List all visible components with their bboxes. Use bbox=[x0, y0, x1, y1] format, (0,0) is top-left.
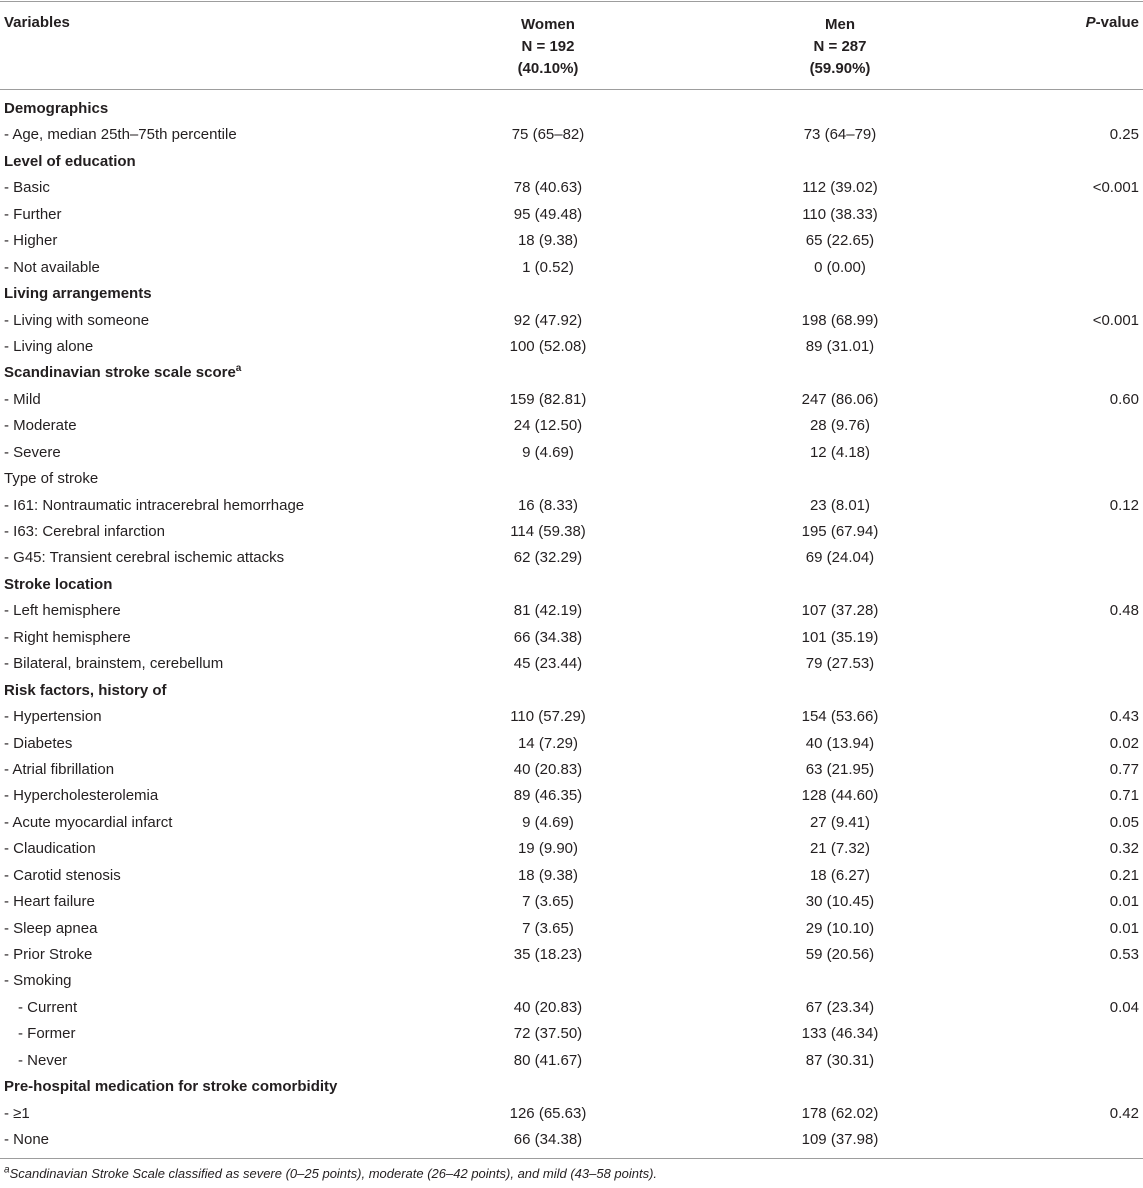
row-label bbox=[18, 995, 77, 1021]
men-value: 23 (8.01) bbox=[809, 496, 871, 514]
row-label-text: Risk factors, history of bbox=[4, 681, 167, 699]
header-women-label: Women bbox=[521, 16, 575, 33]
table-row bbox=[0, 228, 1143, 254]
men-value: 110 (38.33) bbox=[802, 205, 878, 223]
women-value: 1 (0.52) bbox=[522, 258, 574, 276]
table-row bbox=[0, 1101, 1143, 1127]
p-value: 0.25 bbox=[1109, 126, 1139, 144]
women-value: 114 (59.38) bbox=[510, 523, 586, 540]
section-heading-row bbox=[0, 149, 1143, 175]
table-row bbox=[0, 704, 1143, 730]
p-value: 0.42 bbox=[1109, 1104, 1139, 1122]
women-value: 24 (12.50) bbox=[513, 417, 583, 435]
p-value: 0.01 bbox=[1109, 919, 1139, 937]
men-value: 154 (53.66) bbox=[801, 708, 879, 726]
row-label bbox=[4, 731, 72, 757]
row-label bbox=[4, 149, 136, 175]
women-value: 62 (32.29) bbox=[513, 549, 583, 567]
section-heading-row bbox=[0, 281, 1143, 307]
women-value: 19 (9.90) bbox=[517, 840, 579, 858]
header-men-n: N = 287 bbox=[813, 38, 867, 55]
p-value: 0.48 bbox=[1109, 602, 1139, 620]
top-rule bbox=[0, 1, 1143, 2]
men-value: 109 (37.98) bbox=[801, 1131, 879, 1149]
row-label bbox=[4, 651, 223, 677]
header-women bbox=[468, 14, 628, 80]
table-row bbox=[0, 757, 1143, 783]
men-value: 247 (86.06) bbox=[801, 390, 879, 408]
row-label-text: - Right hemisphere bbox=[4, 628, 131, 646]
row-label-text: - Smoking bbox=[4, 972, 72, 990]
men-value: 28 (9.76) bbox=[809, 417, 871, 435]
header-women-pct: (40.10%) bbox=[517, 60, 579, 77]
row-label bbox=[4, 625, 131, 651]
row-label-text: - Diabetes bbox=[4, 734, 73, 752]
row-label bbox=[4, 1074, 337, 1100]
row-label-text: - I63: Cerebral infarction bbox=[4, 523, 165, 540]
table-row bbox=[0, 175, 1143, 201]
row-label bbox=[4, 96, 108, 122]
p-value: 0.04 bbox=[1109, 998, 1139, 1016]
women-value: 100 (52.08) bbox=[509, 337, 587, 355]
row-label-text: - Moderate bbox=[4, 417, 77, 435]
section-heading-row bbox=[0, 96, 1143, 122]
men-value: 112 (39.02) bbox=[802, 179, 878, 197]
table-row bbox=[0, 1048, 1143, 1074]
p-value: 0.12 bbox=[1109, 496, 1139, 514]
row-label-text: - Age, median 25th–75th percentile bbox=[4, 126, 237, 144]
women-value: 18 (9.38) bbox=[517, 232, 579, 250]
women-value: 45 (23.44) bbox=[513, 655, 583, 673]
row-label-text: - Not available bbox=[4, 258, 100, 276]
row-label bbox=[4, 678, 167, 704]
women-value: 9 (4.69) bbox=[522, 813, 574, 831]
row-label bbox=[4, 704, 102, 730]
table-row bbox=[0, 863, 1143, 889]
women-value: 80 (41.67) bbox=[513, 1051, 583, 1069]
table-row bbox=[0, 545, 1143, 571]
row-label-text: - Living with someone bbox=[4, 311, 150, 329]
women-value: 72 (37.50) bbox=[513, 1025, 583, 1043]
men-value: 40 (13.94) bbox=[805, 734, 875, 752]
women-value: 92 (47.92) bbox=[513, 311, 583, 329]
men-value: 65 (22.65) bbox=[805, 232, 875, 250]
header-pvalue-italic: P bbox=[1085, 14, 1096, 31]
bottom-rule bbox=[0, 1158, 1143, 1159]
table-row bbox=[0, 202, 1143, 228]
header-rule bbox=[0, 89, 1143, 90]
table-row bbox=[0, 995, 1143, 1021]
row-label-text: - Heart failure bbox=[4, 893, 95, 911]
women-value: 14 (7.29) bbox=[517, 734, 579, 752]
table-row bbox=[0, 440, 1143, 466]
row-label-text: Demographics bbox=[4, 100, 109, 117]
row-label bbox=[4, 202, 62, 228]
row-label bbox=[18, 1021, 76, 1047]
row-label-text: - Current bbox=[18, 998, 78, 1016]
row-label bbox=[4, 836, 96, 862]
row-label bbox=[4, 281, 152, 307]
table-row bbox=[0, 308, 1143, 334]
women-value: 66 (34.38) bbox=[513, 628, 583, 646]
row-label-text: - Never bbox=[18, 1051, 68, 1069]
row-label-text: Level of education bbox=[4, 152, 136, 170]
table-row bbox=[0, 519, 1143, 545]
row-label bbox=[4, 440, 61, 466]
table-row bbox=[0, 942, 1143, 968]
men-value: 69 (24.04) bbox=[805, 549, 875, 567]
row-label-text: - I61: Nontraumatic intracerebral hemorrhage bbox=[4, 496, 305, 514]
table-body bbox=[0, 96, 1143, 1154]
table-row bbox=[0, 836, 1143, 862]
men-value: 133 (46.34) bbox=[801, 1025, 879, 1043]
section-heading-row bbox=[0, 360, 1143, 386]
row-label-text: Pre-hospital medication for stroke comorbidity bbox=[4, 1078, 338, 1096]
table-row bbox=[0, 916, 1143, 942]
header-men bbox=[760, 14, 920, 80]
row-label-text: - Basic bbox=[4, 179, 50, 197]
header-variables: Variables bbox=[4, 14, 70, 31]
row-label-text: - None bbox=[4, 1131, 50, 1149]
p-value: 0.60 bbox=[1109, 390, 1139, 408]
men-value: 107 (37.28) bbox=[801, 602, 879, 620]
footnote-text: Scandinavian Stroke Scale classified as severe (0–25 points), moderate (26–42 points), and mild (43–58 points). bbox=[9, 1166, 658, 1181]
table-row bbox=[0, 651, 1143, 677]
women-value: 7 (3.65) bbox=[522, 919, 574, 937]
men-value: 18 (6.27) bbox=[809, 866, 871, 884]
row-label-text: - Former bbox=[18, 1025, 76, 1043]
men-value: 195 (67.94) bbox=[801, 523, 879, 540]
men-value: 89 (31.01) bbox=[805, 337, 875, 355]
women-value: 7 (3.65) bbox=[522, 893, 574, 911]
row-label bbox=[4, 1127, 49, 1153]
table-row bbox=[0, 122, 1143, 148]
footnote-marker: a bbox=[4, 1164, 10, 1176]
row-label bbox=[4, 757, 114, 783]
header-pvalue-rest: -value bbox=[1095, 14, 1139, 31]
men-value: 21 (7.32) bbox=[809, 840, 871, 858]
table-row bbox=[0, 598, 1143, 624]
men-value: 87 (30.31) bbox=[805, 1051, 875, 1069]
row-label-text: - Claudication bbox=[4, 840, 96, 858]
row-label-text: - Mild bbox=[4, 390, 41, 408]
table-row bbox=[0, 387, 1143, 413]
header-men-label: Men bbox=[825, 16, 855, 33]
row-label bbox=[18, 1048, 67, 1074]
women-value: 81 (42.19) bbox=[513, 602, 583, 620]
men-value: 67 (23.34) bbox=[805, 998, 875, 1016]
table-row bbox=[0, 889, 1143, 915]
row-label-text: - Hypercholesterolemia bbox=[4, 787, 159, 805]
p-value: 0.32 bbox=[1109, 840, 1139, 858]
p-value: 0.05 bbox=[1109, 813, 1139, 831]
section-heading-row bbox=[0, 466, 1143, 492]
p-value: 0.77 bbox=[1109, 760, 1139, 778]
section-heading-row bbox=[0, 1074, 1143, 1100]
row-label-text: - Carotid stenosis bbox=[4, 866, 121, 884]
row-label bbox=[4, 519, 165, 545]
women-value: 35 (18.23) bbox=[513, 946, 583, 963]
p-value: 0.43 bbox=[1109, 708, 1139, 726]
women-value: 18 (9.38) bbox=[517, 866, 579, 884]
men-value: 27 (9.41) bbox=[809, 813, 871, 831]
table-header bbox=[0, 12, 1143, 82]
women-value: 16 (8.33) bbox=[517, 496, 579, 514]
row-label-text: Living arrangements bbox=[4, 285, 152, 303]
table-row bbox=[0, 625, 1143, 651]
men-value: 128 (44.60) bbox=[801, 787, 879, 805]
p-value: <0.001 bbox=[1092, 179, 1139, 197]
women-value: 78 (40.63) bbox=[513, 179, 583, 197]
row-label bbox=[4, 942, 92, 968]
women-value: 9 (4.69) bbox=[522, 443, 574, 461]
row-label bbox=[4, 228, 57, 254]
row-label bbox=[4, 308, 149, 334]
row-label-text: - Further bbox=[4, 205, 62, 223]
row-label-text: - Atrial fibrillation bbox=[4, 760, 115, 778]
p-value: 0.01 bbox=[1109, 893, 1139, 911]
header-men-pct: (59.90%) bbox=[809, 60, 871, 77]
row-label-text: - G45: Transient cerebral ischemic attacks bbox=[4, 549, 285, 567]
row-label-text: Scandinavian stroke scale score bbox=[4, 364, 236, 382]
section-heading-row bbox=[0, 572, 1143, 598]
row-label bbox=[4, 916, 97, 942]
row-label bbox=[4, 360, 241, 386]
p-value: 0.53 bbox=[1109, 946, 1139, 963]
women-value: 126 (65.63) bbox=[509, 1104, 587, 1122]
row-label bbox=[4, 968, 72, 994]
women-value: 95 (49.48) bbox=[513, 205, 583, 223]
row-label bbox=[4, 1101, 30, 1127]
men-value: 0 (0.00) bbox=[814, 258, 866, 276]
row-label-text: - Sleep apnea bbox=[4, 919, 98, 937]
table-row bbox=[0, 968, 1143, 994]
row-label bbox=[4, 572, 112, 598]
row-label-text: - ≥1 bbox=[4, 1104, 30, 1122]
men-value: 101 (35.19) bbox=[801, 628, 879, 646]
section-heading-row bbox=[0, 678, 1143, 704]
women-value: 75 (65–82) bbox=[511, 126, 585, 144]
row-label-text: - Left hemisphere bbox=[4, 602, 121, 620]
row-label bbox=[4, 889, 95, 915]
table-row bbox=[0, 334, 1143, 360]
row-label bbox=[4, 493, 304, 519]
men-value: 12 (4.18) bbox=[809, 443, 871, 461]
women-value: 89 (46.35) bbox=[513, 787, 583, 805]
footnote bbox=[4, 1166, 657, 1181]
men-value: 73 (64–79) bbox=[803, 126, 877, 144]
row-label bbox=[4, 255, 100, 281]
row-label-text: - Higher bbox=[4, 232, 58, 250]
footnote-marker: a bbox=[235, 363, 242, 375]
men-value: 29 (10.10) bbox=[805, 919, 875, 937]
men-value: 63 (21.95) bbox=[805, 760, 875, 778]
row-label bbox=[4, 783, 158, 809]
row-label-text: - Acute myocardial infarct bbox=[4, 813, 173, 831]
row-label bbox=[4, 863, 121, 889]
row-label-text: - Bilateral, brainstem, cerebellum bbox=[4, 655, 224, 673]
row-label bbox=[4, 387, 41, 413]
men-value: 178 (62.02) bbox=[801, 1104, 879, 1122]
women-value: 110 (57.29) bbox=[510, 708, 586, 726]
row-label bbox=[4, 122, 237, 148]
men-value: 198 (68.99) bbox=[801, 311, 879, 329]
women-value: 40 (20.83) bbox=[513, 760, 583, 778]
women-value: 66 (34.38) bbox=[513, 1131, 583, 1149]
women-value: 40 (20.83) bbox=[513, 998, 583, 1016]
table-row bbox=[0, 1127, 1143, 1153]
men-value: 59 (20.56) bbox=[805, 946, 875, 963]
row-label-text: - Prior Stroke bbox=[4, 946, 93, 963]
women-value: 159 (82.81) bbox=[509, 390, 587, 408]
p-value: 0.21 bbox=[1109, 866, 1139, 884]
row-label bbox=[4, 810, 172, 836]
row-label-text: Type of stroke bbox=[4, 470, 99, 488]
row-label-text: - Severe bbox=[4, 443, 61, 461]
row-label bbox=[4, 598, 121, 624]
table-row bbox=[0, 1021, 1143, 1047]
header-pvalue bbox=[1086, 14, 1139, 31]
row-label-text: - Hypertension bbox=[4, 708, 102, 726]
p-value: 0.02 bbox=[1109, 734, 1139, 752]
header-women-n: N = 192 bbox=[521, 38, 575, 55]
row-label bbox=[4, 413, 77, 439]
men-value: 30 (10.45) bbox=[805, 893, 875, 911]
row-label bbox=[4, 466, 98, 492]
table-row bbox=[0, 810, 1143, 836]
table-row bbox=[0, 783, 1143, 809]
table-row bbox=[0, 493, 1143, 519]
row-label bbox=[4, 175, 50, 201]
row-label bbox=[4, 545, 284, 571]
row-label-text: Stroke location bbox=[4, 575, 113, 593]
p-value: 0.71 bbox=[1109, 787, 1139, 805]
table-row bbox=[0, 255, 1143, 281]
men-value: 79 (27.53) bbox=[805, 655, 875, 673]
p-value: <0.001 bbox=[1092, 311, 1139, 329]
row-label-text: - Living alone bbox=[4, 337, 94, 355]
table-row bbox=[0, 413, 1143, 439]
row-label bbox=[4, 334, 93, 360]
table-row bbox=[0, 731, 1143, 757]
